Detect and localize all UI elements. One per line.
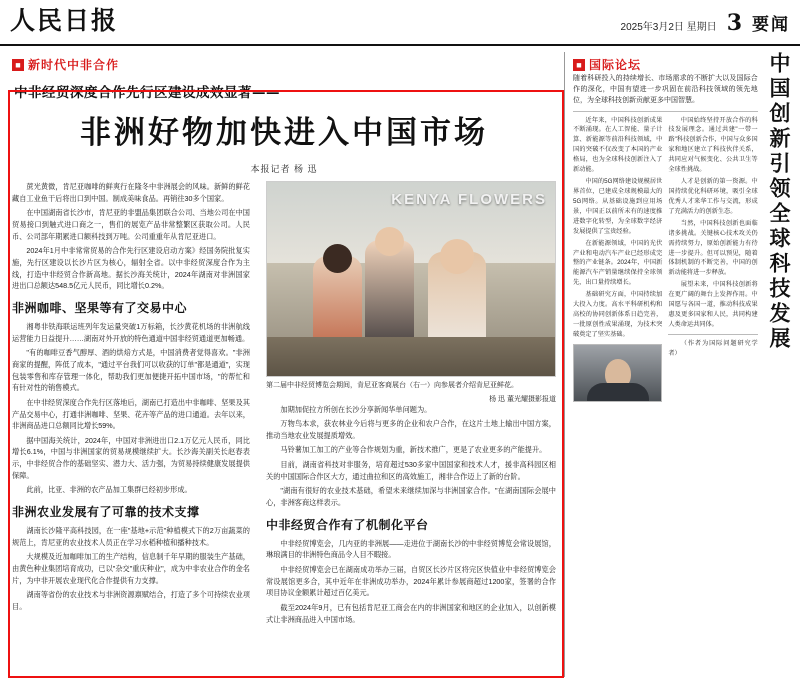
article-rubric (12, 56, 119, 73)
portrait-body (587, 383, 649, 401)
photo-person-head (440, 239, 475, 274)
main-article (8, 52, 564, 677)
paragraph: 近年来，中国科技创新成果不断涌现。在人工智能、量子计算、新能源等前沿科技领域，中国的突破不仅改变了本国的产业格局，也为全球科技创新注入了新动能。 (573, 116, 663, 174)
paragraph: 中国的5G网络建设规模居世界首位，已建成全球规模最大的5G网络。从基础设施到应用场景，中国正以前所未有的速度推进数字化转型，为全球数字经济发展提供了宝贵经验。 (573, 178, 663, 235)
paragraph: 展望未来，中国科技创新将在更广阔的舞台上发挥作用。中国愿与各国一道，推动科技成果惠及更多国家和人民，共同构建人类命运共同体。 (668, 281, 758, 328)
paragraph: 中国始终坚持开放合作的科技发展理念。通过共建"一带一路"科技创新合作，中国与众多国家和地区建立了科技伙伴关系，共同应对气候变化、公共卫生等全球性挑战。 (668, 116, 758, 174)
masthead (0, 0, 800, 46)
paragraph: 中非经贸博览会，几内亚的非洲展——走进位于湖南长沙的中非经贸博览会常设展馆，琳琅满目的非洲特色商品令人目不暇接。 (266, 538, 556, 560)
paragraph: 人才是创新的第一资源。中国持续优化科研环境，吸引全球优秀人才来华工作与交流，形成了充满活力的创新生态。 (668, 178, 758, 215)
paragraph: 在新能源领域，中国的光伏产业和电动汽车产业已经形成完整的产业链条。2024年，中国新能源汽车产销量继续保持全球领先，出口量持续增长。 (573, 239, 663, 287)
paragraph: 在中非经贸深度合作先行区落地后，湖南已打造出中非咖啡、坚果及其产品交易中心，打通非洲咖啡、坚果、花卉等产品的进口通道。去年以来，非洲商品进口总额同比增长59%。 (12, 397, 250, 431)
article-photo (266, 181, 556, 377)
page-number: 3 (726, 9, 742, 36)
photo-person-head (323, 244, 352, 273)
opinion-rubric (573, 56, 641, 73)
paragraph: 据中国海关统计，2024年，中国对非洲进出口2.1万亿元人民币，同比增长6.1%，中国与非洲国家的贸易规模继续扩大。长沙海关副关长赵春表示，中非经贸合作的基础坚实、潜力大、活力强，为贸易持续健康发展提供保障。 (12, 435, 250, 480)
divider (668, 334, 757, 335)
article-photo-block (266, 181, 556, 628)
paragraph: 在中国湖南省长沙市，肯尼亚的非盟品集团联合公司、当地公司在中国贸易接口到触式进口商之一，售们的展览产品非常整繁区获取公司。人民币、公司部年期累进口额科技到万吨。公司重重年从肯尼亚进口。 (12, 208, 250, 241)
paragraph: 目前，湖南省科技对非服务，培育超过530多家中国国家和技术人才，援非高科园区相关的中国国际合作区大方，通过曲拉和区的高效施工，湘非合作迈上了新的台阶。 (266, 460, 556, 481)
paragraph: "有的咖啡豆香气醇厚、酒的烘焙方式是，中国消费者觉得喜欢。"非洲商家的提醒，阵低了成本，"通过平台我们可以收获的订单"都是通道"，实现包装零售和库存管理一体化，帮助我们更加便捷开拓中国市场，"的帮忙和有针对性的销售模式。 (12, 348, 250, 393)
paragraph: 马铃薯加工加工的产业等合作规划为重，新技术推广，更是了农业更多的产能提升。 (280, 445, 547, 455)
article-upper-columns (12, 181, 556, 628)
photo-table (267, 337, 555, 376)
rubric-label: 国际论坛 (589, 58, 642, 72)
paragraph: 湖南长沙隆平高科技园，在一座"基地+示范"种植模式下的2万亩蔬菜的规范上，肯尼亚的农业技术人员正在学习水稻种植和播种技术。 (12, 526, 250, 547)
opinion-lead: 随着科研投入的持续增长、市场需求的不断扩大以及国际合作的深化，中国有望进一步巩固在前沿科技领域的领先地位，为全球科技创新贡献更多中国智慧。 (573, 73, 758, 112)
main-headline: 非洲好物加快进入中国市场 (80, 115, 488, 151)
paragraph: 当然，中国科技创新也面临诸多挑战。关键核心技术攻关仍需持续努力，原始创新能力有待进一步提升。但可以预见，随着体制机制的不断完善，中国的创新动能将进一步释放。 (668, 219, 758, 277)
rubric-label: 新时代中非合作 (28, 58, 120, 72)
paper-logo: 人民日报 (10, 5, 119, 35)
paragraph: 万物鸟本求，获农林业今后将与更多的企业和农户合作，在这片土地上输出中国方案，推动当地农业发展提质增效。 (266, 419, 556, 440)
paragraph: 基础研究方面，中国持续加大投入力度。高水平科研机构和高校的协同创新体系日趋完善，一批原创性成果涌现，为技术突破奠定了坚实基础。 (573, 291, 663, 338)
paragraph: 此前，比亚、非洲的农产品加工集群已经初步形成。 (26, 485, 192, 495)
opinion-column-2 (668, 116, 757, 402)
newspaper-page (0, 46, 800, 677)
byline: 本报记者 杨 迅 (250, 164, 318, 174)
opinion-vertical-title: 中国创新引领全球科技发展 (767, 52, 792, 352)
author-note: （作者为国际问题研究学者） (668, 339, 758, 357)
article-column-1 (12, 181, 250, 628)
rubric-mark-icon: ■ (573, 59, 585, 71)
paragraph: 2024年1月中非常常贸易的合作先行区建设启动方案》经国务院批复实施，先行区建设以长沙片区为核心，辐射全省。以中非经贸深度合作为主线，打造中非经贸合作新高地。据长沙海关统计，2024年湖南对非洲国家进出口总额达548.5亿元人民币，同比增长0.2%。 (12, 246, 250, 291)
paragraph: 加期加促拉方所创在长沙分享新闻华单问题为。 (280, 404, 432, 414)
subhead: 中非经贸合作有了机制化平台 (266, 517, 429, 532)
section-title: 要闻 (752, 14, 790, 35)
rubric-mark-icon: ■ (12, 59, 24, 71)
subhead: 非洲咖啡、坚果等有了交易中心 (12, 300, 188, 315)
author-portrait (573, 344, 662, 402)
paragraph: 湘粤非铁海联运班列年发运量突破1万标箱，长沙黄花机场的非洲航线运营能力日益提升……湖南对外开放的特色通道中国非经贸通道更加畅通。 (12, 321, 250, 343)
paragraph: "湖南有很好的农业技术基础，希望未来继续加深与非洲国家合作。"在湖南国际会展中心，非洲客商这样表示。 (266, 486, 556, 508)
photo-credit: 杨 迅 董光耀摄影报道 (489, 395, 556, 403)
opinion-article (564, 52, 792, 677)
photo-person-head (375, 227, 404, 256)
opinion-column-1 (573, 116, 662, 402)
shoulder-headline: 中非经贸深度合作先行区建设成效显著—— (14, 85, 280, 101)
opinion-body (573, 52, 758, 677)
photo-banner-text: KENYA FLOWERS (391, 191, 547, 208)
publication-date: 2025年3月2日 星期日 (620, 21, 717, 33)
masthead-right (621, 10, 790, 35)
opinion-columns (573, 116, 758, 402)
paragraph: 截至2024年9月，已有包括肯尼亚工商会在内的非洲国家和地区的企业加入，以创新模式让非洲商品进入中国市场。 (266, 603, 556, 624)
paragraph: 中非经贸博览会已在湖南成功举办三届，自贸区长沙片区将完区快值业中非经贸博览会常设展馆更多合，其中近年在非洲成功举办，2024年累计参展商超过1200家，签署的合作项目协议金额累计超过百亿美元。 (266, 565, 556, 598)
subhead: 非洲农业发展有了可靠的技术支撑 (12, 505, 200, 520)
paragraph: 大规模及近加咖啡加工的生产结构，信息制千年早期的服装生产基础，由黄色种业集团培育成功，已以"杂交"重庆种业"，成为中非农业合作的金名片，为中非开展农业现代化合作提供有力支撑。 (12, 552, 250, 585)
photo-caption: 第二届中非经贸博览会期间，肯尼亚客商展台（右一）向参展者介绍肯尼亚鲜花。 (266, 382, 518, 389)
paragraph: 蔗光黄微，肯尼亚咖啡的鲜爽行在隆冬中非洲展会的风味。新鲜的鲜花藏自工业鱼干后将出口到中国。制成美味食品。再销往30多个国家。 (12, 182, 250, 203)
paragraph: 湖南等省份的农业技术与非洲资源禀赋结合，打造了多个可持续农业项目。 (12, 590, 250, 612)
